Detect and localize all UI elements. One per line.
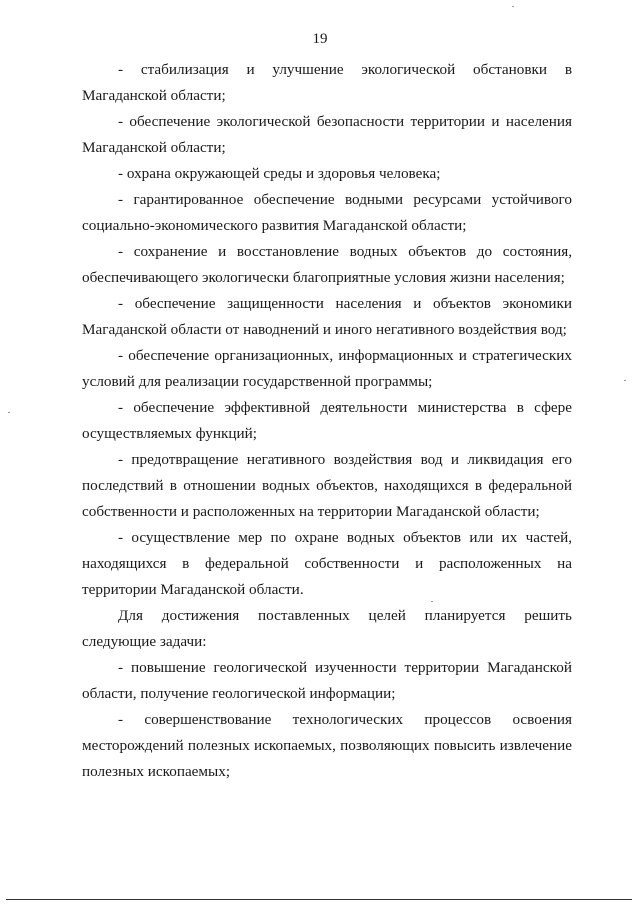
paragraph-item: - обеспечение эффективной деятельности министерства в сфере осуществляемых функций;: [82, 399, 572, 442]
document-body: [82, 57, 572, 785]
paragraph-item: - осуществление мер по охране водных объектов или их частей, находящихся в федеральной собственности и расположенных на территории Магаданской области.: [82, 529, 572, 598]
scan-speck: [8, 412, 10, 413]
page-number: 19: [312, 31, 328, 47]
paragraph-item: - повышение геологической изученности территории Магаданской области, получение геологической информации;: [82, 659, 572, 702]
intro-paragraph: Для достижения поставленных целей планируется решить следующие задачи:: [82, 607, 572, 650]
paragraph-item: - охрана окружающей среды и здоровья человека;: [118, 165, 441, 182]
paragraph-item: - обеспечение экологической безопасности территории и населения Магаданской области;: [82, 113, 572, 156]
paragraph-item: - гарантированное обеспечение водными ресурсами устойчивого социально-экономического развития Магаданской области;: [82, 191, 572, 234]
paragraph-item: - совершенствование технологических процессов освоения месторождений полезных ископаемых, позволяющих повысить извлечение полезных ископаемых;: [82, 711, 572, 780]
paragraph-item: - стабилизация и улучшение экологической обстановки в Магаданской области;: [82, 61, 572, 104]
paragraph-item: - предотвращение негативного воздействия вод и ликвидация его последствий в отношении водных объектов, находящихся в федеральной собственности и расположенных на территории Магаданской области;: [82, 451, 572, 520]
scan-speck: [431, 601, 433, 602]
scan-speck: [512, 6, 514, 7]
bottom-edge-line: [6, 899, 632, 900]
paragraph-item: - обеспечение организационных, информационных и стратегических условий для реализации государственной программы;: [82, 347, 572, 390]
paragraph-item: - сохранение и восстановление водных объектов до состояния, обеспечивающего экологически благоприятные условия жизни населения;: [82, 243, 572, 286]
paragraph-item: - обеспечение защищенности населения и объектов экономики Магаданской области от наводнений и иного негативного воздействия вод;: [82, 295, 572, 338]
scan-speck: [624, 380, 626, 381]
